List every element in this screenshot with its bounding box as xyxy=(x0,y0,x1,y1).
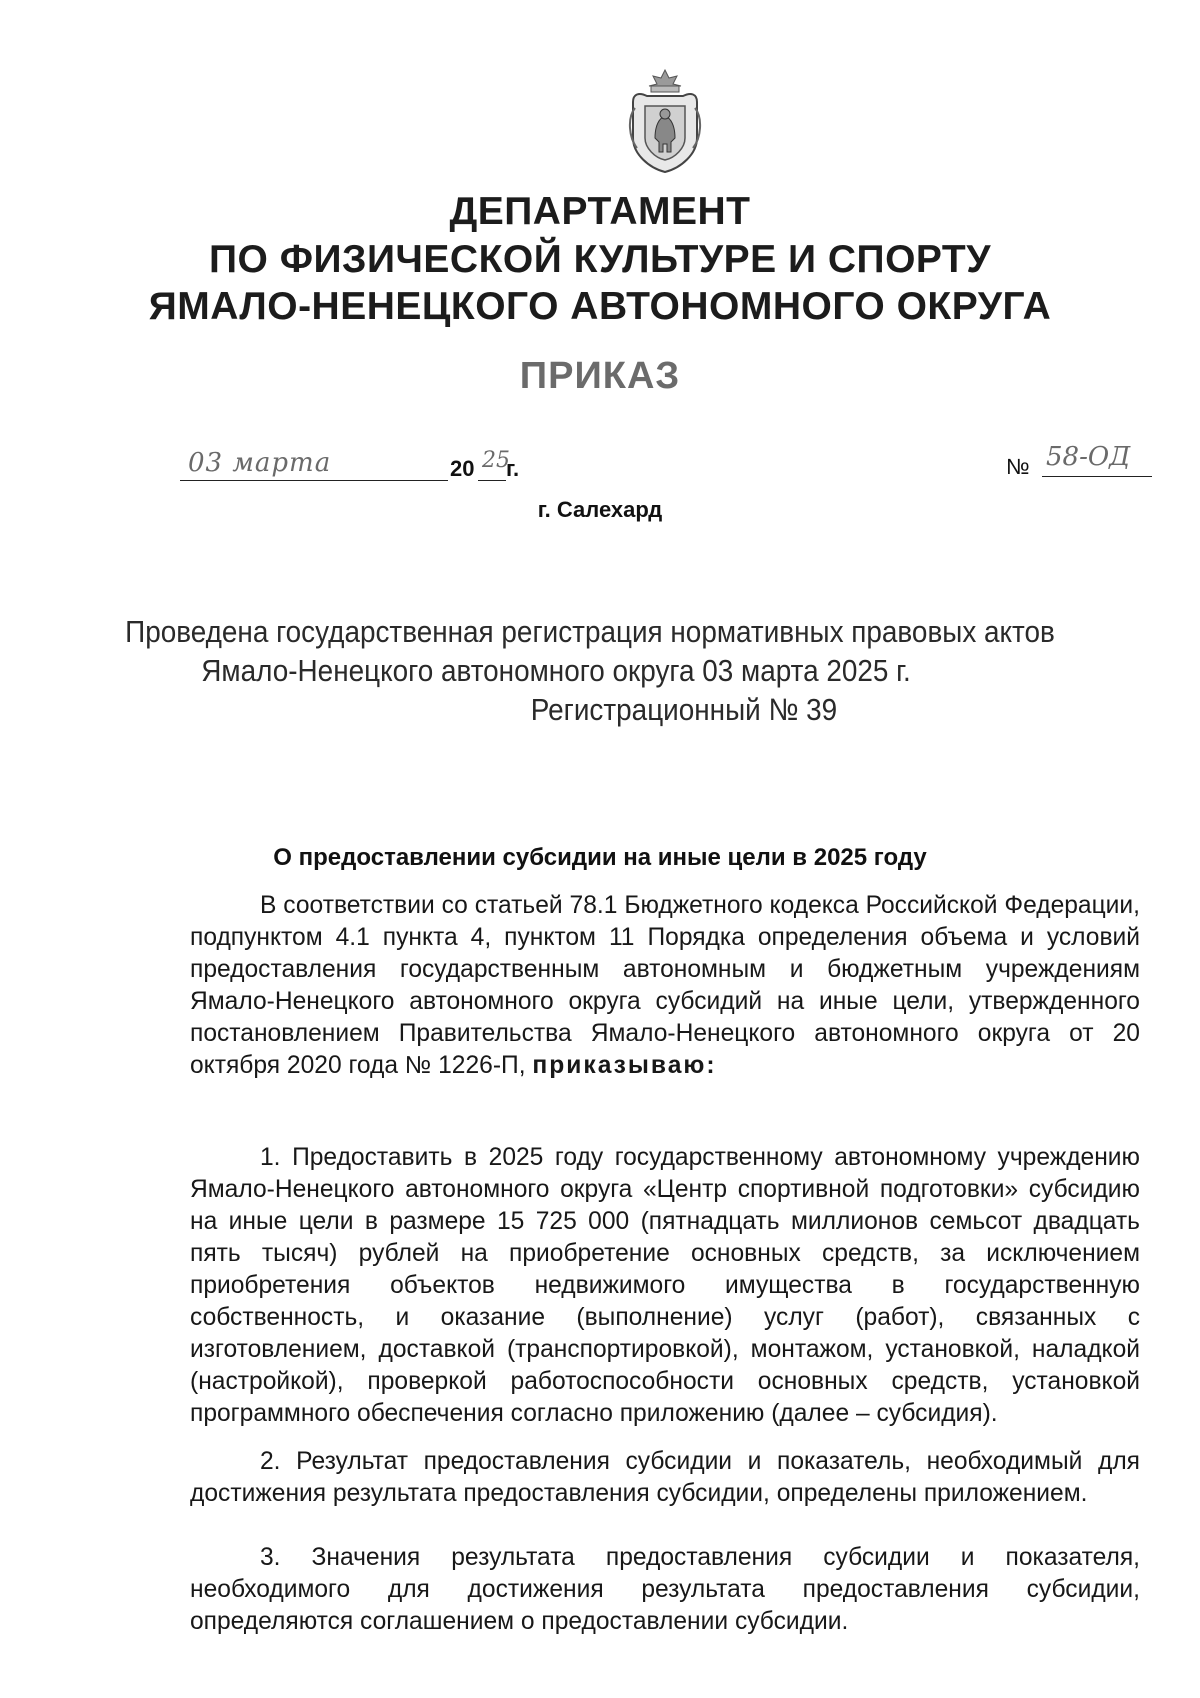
coat-of-arms-icon xyxy=(625,68,705,176)
year-suffix: г. xyxy=(506,456,520,481)
registration-stamp-line3: Регистрационный № 39 xyxy=(530,692,838,727)
year-prefix: 20 xyxy=(450,456,475,481)
preamble-paragraph xyxy=(190,890,1140,1082)
order-subject: О предоставлении субсидии на иные цели в 2025 году xyxy=(273,844,927,871)
order-word: приказываю: xyxy=(532,1052,717,1079)
order-date xyxy=(180,448,540,488)
date-underline xyxy=(180,480,448,481)
registration-stamp-line1: Проведена государственная регистрация нормативных правовых актов xyxy=(125,614,1055,649)
item-1-paragraph: 1. Предоставить в 2025 году государственному автономному учреждению Ямало-Ненецкого автономного округа «Центр спортивной подготовки» субсидию на иные цели в размере 15 725 000 (пятнадцать миллионов семьсот двадцать пять тысяч) рублей на приобретение основных средств, за исключением приобретения объектов недвижимого имущества в государственную собственность, и оказание (выполнение) услуг (работ), связанных с изготовлением, доставкой (транспортировкой), монтажом, установкой, наладкой (настройкой), проверкой работоспособности основных средств, установкой программного обеспечения согласно приложению (далее – субсидия). xyxy=(190,1144,1140,1427)
registration-stamp-line2: Ямало-Ненецкого автономного округа 03 марта 2025 г. xyxy=(201,653,911,688)
department-title-line2: ПО ФИЗИЧЕСКОЙ КУЛЬТУРЕ И СПОРТУ xyxy=(209,238,991,281)
number-handwritten: 58-ОД xyxy=(1046,442,1131,472)
order-number xyxy=(1006,440,1166,480)
document-type-title: ПРИКАЗ xyxy=(519,355,681,397)
year-underline xyxy=(478,480,506,481)
department-title-line3: ЯМАЛО-НЕНЕЦКОГО АВТОНОМНОГО ОКРУГА xyxy=(148,285,1052,328)
department-title-line1: ДЕПАРТАМЕНТ xyxy=(449,190,751,233)
city: г. Салехард xyxy=(537,497,663,522)
item-3-paragraph: 3. Значения результата предоставления субсидии и показателя, необходимого для достижения результата предоставления субсидии, определяются соглашением о предоставлении субсидии. xyxy=(190,1544,1140,1635)
preamble-text: В соответствии со статьей 78.1 Бюджетного кодекса Российской Федерации, подпунктом 4.1 пункта 4, пунктом 11 Порядка определения объема и условий предоставления государственным автономным и бюджетным учреждениям Ямало-Ненецкого автономного округа субсидий на иные цели, утвержденного постановлением Правительства Ямало-Ненецкого автономного округа от 20 октября 2020 года № 1226-П, xyxy=(190,892,1140,1079)
item-2-paragraph: 2. Результат предоставления субсидии и показатель, необходимый для достижения результата предоставления субсидии, определены приложением. xyxy=(190,1448,1140,1507)
number-sign: № xyxy=(1006,454,1030,479)
year-handwritten: 25 xyxy=(482,448,510,473)
number-underline xyxy=(1042,476,1152,477)
date-handwritten: 03 марта xyxy=(188,448,332,478)
